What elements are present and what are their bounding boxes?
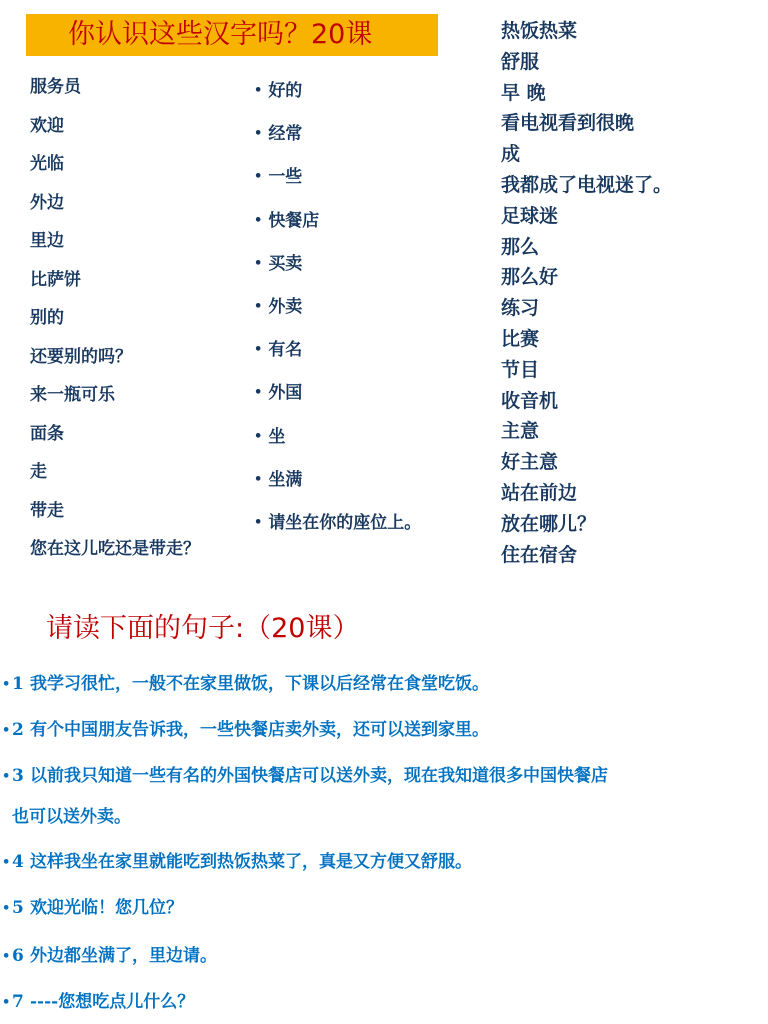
vocab-item: [30, 149, 64, 174]
vocab-word: 好的: [268, 81, 303, 101]
vocab-word: 成: [501, 143, 521, 166]
vocab-item: [254, 162, 302, 187]
vocab-word: 光临: [30, 154, 64, 174]
vocab-word: 主意: [501, 420, 540, 443]
vocab-item: [30, 265, 81, 290]
vocab-item: [501, 386, 558, 413]
vocab-item: [501, 293, 539, 320]
vocab-word: 外卖: [268, 297, 303, 317]
vocab-word: 那么: [501, 235, 540, 258]
vocab-item: [30, 342, 132, 367]
vocab-item: [30, 226, 64, 251]
vocab-word: 节目: [501, 358, 540, 381]
vocab-item: [30, 419, 64, 444]
vocab-word: 那么好: [501, 266, 559, 289]
bullet-icon: •: [254, 126, 263, 142]
bullet-icon: •: [2, 949, 11, 964]
bullet-icon: •: [2, 723, 11, 738]
vocab-item: [254, 119, 302, 144]
vocab-item: [501, 509, 596, 536]
vocab-item: [254, 465, 302, 490]
vocab-item: [501, 232, 539, 259]
vocab-word: 服务员: [30, 77, 81, 97]
vocab-item: [254, 335, 302, 360]
vocab-word: 里边: [30, 231, 64, 251]
vocab-word: 舒服: [501, 50, 540, 73]
lesson-title-banner: [26, 14, 438, 56]
vocab-item: [501, 324, 539, 351]
bullet-icon: •: [254, 83, 263, 98]
vocab-word: 您在这儿吃还是带走？: [30, 539, 200, 559]
lesson-title: 你认识这些汉字吗？20课: [68, 19, 373, 50]
vocab-item: [501, 447, 558, 474]
vocab-word: 走: [30, 462, 47, 482]
vocab-item: [30, 380, 115, 405]
vocab-word: 买卖: [268, 253, 303, 274]
vocab-word: 带走: [30, 500, 64, 521]
vocab-item: [501, 78, 546, 105]
vocab-word: 有名: [268, 340, 303, 361]
vocab-word: 看电视看到很晚: [501, 112, 635, 135]
bullet-icon: •: [254, 299, 263, 314]
bullet-icon: •: [254, 471, 263, 487]
vocab-word: 放在哪儿？: [501, 512, 597, 535]
vocab-word: 收音机: [501, 389, 559, 412]
bullet-icon: •: [254, 515, 263, 530]
vocab-item: [501, 16, 577, 43]
vocab-item: [501, 108, 634, 135]
vocab-item: [30, 457, 47, 482]
bullet-icon: •: [254, 342, 263, 358]
vocab-word: 好主意: [501, 451, 559, 474]
vocab-item: [501, 47, 539, 74]
vocab-word: 站在前边: [501, 482, 578, 504]
vocab-item: [30, 496, 64, 521]
vocab-item: [254, 292, 302, 317]
vocab-word: 练习: [501, 297, 540, 320]
vocab-word: 欢迎: [30, 115, 64, 136]
sentence-text: 有个中国朋友告诉我，一些快餐店卖外卖，还可以送到家里。: [30, 720, 489, 740]
vocab-item: [501, 355, 539, 382]
vocab-word: 还要别的吗？: [30, 346, 132, 367]
vocab-item: [501, 262, 558, 289]
bullet-icon: •: [254, 255, 263, 271]
sentence-text: 以前我只知道一些有名的外国快餐店可以送外卖，现在我知道很多中国快餐店: [30, 766, 608, 786]
vocab-item: [30, 188, 64, 213]
bullet-icon: •: [2, 901, 11, 916]
sentence-number: 3: [12, 766, 24, 786]
vocab-word: 早 晚: [501, 81, 546, 104]
bullet-icon: •: [2, 855, 11, 870]
bullet-icon: •: [2, 677, 11, 692]
vocab-item: [501, 170, 672, 197]
vocab-word: 坐: [268, 426, 286, 447]
bullet-icon: •: [254, 212, 263, 228]
vocab-word: 一些: [268, 167, 303, 188]
bullet-icon: •: [254, 385, 263, 401]
sentence-text: 这样我坐在家里就能吃到热饭热菜了，真是又方便又舒服。: [30, 852, 472, 872]
vocab-word: 外国: [268, 383, 303, 404]
sentence-text: 我学习很忙，一般不在家里做饭，下课以后经常在食堂吃饭。: [30, 674, 489, 694]
vocab-item: [501, 139, 520, 166]
vocab-item: [501, 416, 539, 443]
sentence-number: 1: [12, 674, 24, 694]
vocab-word: 住在宿舍: [501, 543, 578, 566]
bullet-icon: •: [254, 169, 263, 185]
sentence-number: 5: [12, 898, 24, 918]
vocab-word: 比萨饼: [30, 269, 81, 290]
vocab-item: [30, 534, 200, 559]
sentence-number: 7: [12, 992, 24, 1012]
vocab-word: 坐满: [268, 469, 303, 490]
sentence-text-continued: 也可以送外卖。: [12, 807, 131, 827]
vocab-item: [501, 201, 558, 228]
vocab-word: 外边: [30, 192, 64, 213]
bullet-icon: •: [2, 769, 11, 784]
vocab-item: [254, 508, 421, 533]
bullet-icon: •: [254, 428, 263, 444]
vocab-word: 经常: [268, 124, 303, 145]
vocab-word: 请坐在你的座位上。: [268, 513, 422, 533]
bullet-icon: •: [2, 995, 11, 1010]
sentences-heading: 请读下面的句子:（20课）: [46, 613, 360, 644]
vocab-item: [30, 111, 64, 136]
sentence-number: 4: [12, 852, 24, 872]
vocab-item: [254, 378, 302, 403]
vocab-word: 别的: [30, 308, 64, 328]
vocab-item: [501, 478, 577, 505]
vocab-item: [254, 249, 302, 274]
vocab-item: [30, 72, 81, 97]
vocab-word: 来一瓶可乐: [30, 385, 115, 405]
vocab-item: [501, 540, 577, 567]
vocab-item: [254, 206, 319, 231]
vocab-item: [254, 422, 285, 447]
sentence-text: 欢迎光临！您几位？: [30, 898, 183, 918]
vocab-word: 面条: [30, 423, 64, 444]
sentence-number: 6: [12, 946, 24, 966]
vocab-word: 快餐店: [268, 210, 320, 231]
vocab-word: 热饭热菜: [501, 20, 578, 42]
vocab-item: [30, 303, 64, 328]
vocab-word: 比赛: [501, 328, 540, 350]
sentence-number: 2: [12, 720, 24, 740]
sentence-text: ----您想吃点儿什么？: [30, 992, 195, 1012]
vocab-item: [254, 76, 302, 101]
sentence-text: 外边都坐满了，里边请。: [30, 946, 217, 966]
vocab-word: 足球迷: [501, 204, 559, 227]
vocab-word: 我都成了电视迷了。: [501, 174, 673, 196]
